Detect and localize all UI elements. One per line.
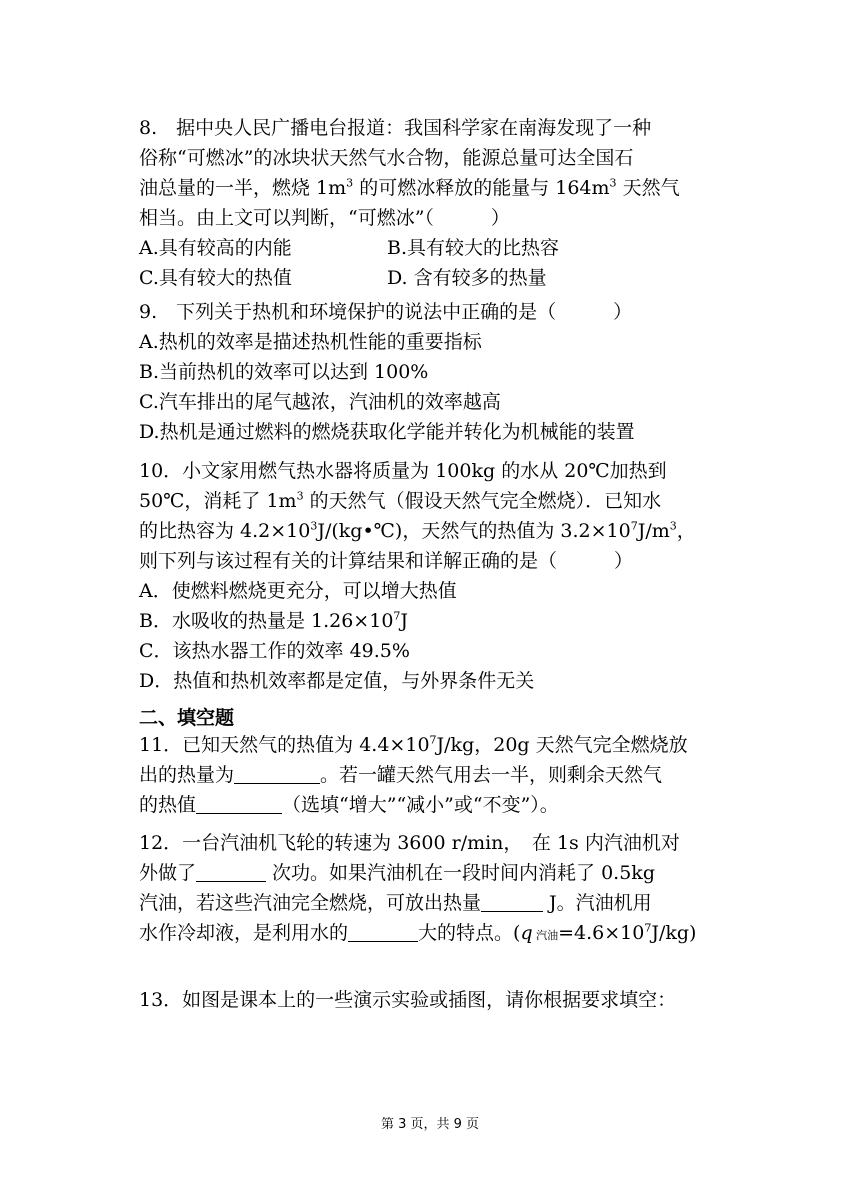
q8-option-c: C.具有较大的热值 <box>139 267 292 289</box>
q8-options-row-1 <box>139 233 729 263</box>
q10-option-a: A．使燃料燃烧更充分，可以增大热值 <box>139 580 457 602</box>
q8-line-1: 8. 据中央人民广播电台报道：我国科学家在南海发现了一种 <box>139 117 652 139</box>
q12-line-4: 水作冷却液，是利用水的 大的特点。(q 汽油$=4.6\times 10^7J/kg$) <box>139 921 697 944</box>
question-9 <box>139 297 729 447</box>
q8-line-4: 相当。由上文可以判断，“可燃冰”（ ） <box>139 207 510 229</box>
q8-option-a: A.具有较高的内能 <box>139 237 292 259</box>
q10-line-4: 则下列与该过程有关的计算结果和详解正确的是（ ） <box>139 550 634 572</box>
q9-option-d: D.热机是通过燃料的燃烧获取化学能并转化为机械能的装置 <box>139 421 635 443</box>
q9-line-1: 9. 下列关于热机和环境保护的说法中正确的是（ ） <box>139 301 633 323</box>
question-12 <box>139 828 729 951</box>
q11-line-2: 出的热量为 。若一罐天然气用去一半，则剩余天然气 <box>139 764 663 786</box>
q12-blank-2[interactable] <box>481 891 543 912</box>
q8-options-row-2 <box>139 263 729 293</box>
question-8 <box>139 113 729 293</box>
q9-option-c: C.汽车排出的尾气越浓，汽油机的效率越高 <box>139 391 501 413</box>
q8-option-d: D. 含有较多的热量 <box>387 267 547 289</box>
q12-line-3: 汽油，若这些汽油完全燃烧，可放出热量 J。汽油机用 <box>139 892 652 914</box>
q10-line-3: 的比热容为 $4.2\times 10^3J/(kg•℃)$，天然气的热值为 $3.2\times 10^7J/m^3$， <box>139 519 696 542</box>
q11-blank-1[interactable] <box>234 763 320 784</box>
q12-blank-3[interactable] <box>348 921 418 942</box>
q12-line-1: 12．一台汽油机飞轮的转速为 3600 r/min， 在 1s 内汽油机对 <box>139 832 680 854</box>
q12-blank-1[interactable] <box>196 861 266 882</box>
question-13 <box>139 985 729 1015</box>
section-title-fill-in: 二、填空题 <box>139 707 235 729</box>
question-11 <box>139 730 729 820</box>
question-10 <box>139 456 729 696</box>
q10-option-d: D．热值和热机效率都是定值，与外界条件无关 <box>139 670 535 692</box>
q11-line-1: 11．已知天然气的热值为 $4.4\times 10^7J/kg$，20g 天然气完全燃烧放 <box>139 733 688 756</box>
q10-line-2: 50℃，消耗了 $1m^3$ 的天然气（假设天然气完全燃烧）．已知水 <box>139 489 662 512</box>
q8-option-b: B.具有较大的比热容 <box>387 237 560 259</box>
q11-blank-2[interactable] <box>196 793 282 814</box>
q9-option-a: A.热机的效率是描述热机性能的重要指标 <box>139 331 482 353</box>
q13-line-1: 13．如图是课本上的一些演示实验或插图，请你根据要求填空： <box>139 989 677 1011</box>
q10-line-1: 10．小文家用燃气热水器将质量为 100kg 的水从 20℃加热到 <box>139 460 667 482</box>
q11-line-3: 的热值 （选填“增大”“减小”或“不变”）。 <box>139 794 559 816</box>
q12-line-2: 外做了 次功。如果汽油机在一段时间内消耗了 0.5kg <box>139 862 655 884</box>
q8-line-2: 俗称“可燃冰”的冰块状天然气水合物，能源总量可达全国石 <box>139 147 634 169</box>
q9-option-b: B.当前热机的效率可以达到 100% <box>139 361 429 383</box>
page-footer: 第 3 页，共 9 页 <box>380 1117 480 1132</box>
q8-line-3: 油总量的一半，燃烧 $1m^3$ 的可燃冰释放的能量与 $164m^3$ 天然气 <box>139 176 680 199</box>
q10-option-b: B．水吸收的热量是 $1.26\times 10^7J$ <box>139 609 409 632</box>
q10-option-c: C．该热水器工作的效率 49.5% <box>139 640 410 662</box>
